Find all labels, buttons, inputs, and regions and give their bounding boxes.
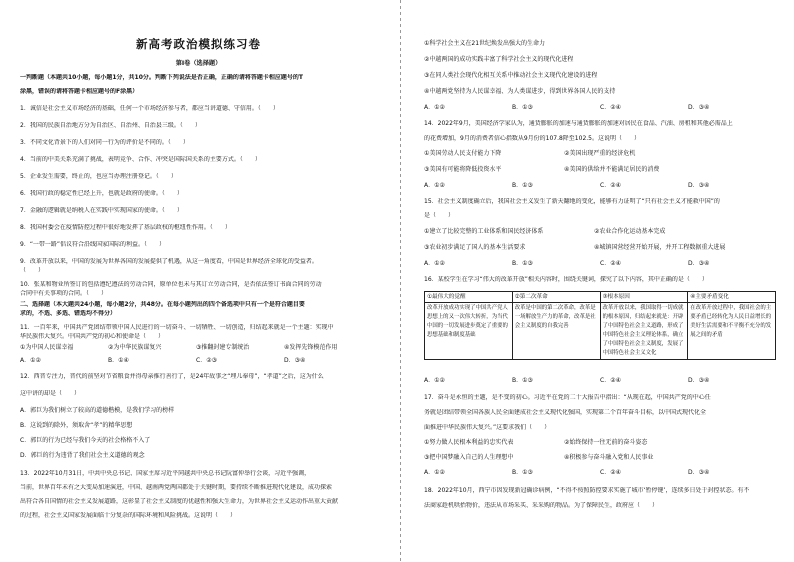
judge-item: 10．张某和物业所签订的包括遵纪遵法的劳动合同，原单位也未与其订立劳动合同，是否依法签订书面合同的劳动 — [20, 281, 322, 288]
option: ①美国劳动人民支付能力下降 — [424, 150, 502, 157]
question-13: 13．2022年10月31日，中共中央总书记、国家主席习近平同越共中央总书记阮富仲举行会谈，习近平强调， — [20, 470, 311, 477]
option: A．郭巨为我们树立了较高的道德楷模，是我们学习的榜样 — [20, 407, 175, 414]
question-15: 15．社会主义制度确立后，我国社会主义发生了新天翻地的变化，能够有力证明了“只有社会主义才能救中国”的 — [424, 198, 720, 205]
answer-choice: D．③④ — [688, 377, 710, 384]
answer-choice: A．①② — [424, 260, 445, 267]
answer-choice: A．①② — [424, 377, 445, 384]
answer-choice: A．①② — [424, 469, 445, 476]
answer-choice: C．②④ — [600, 469, 621, 476]
question-15-cont: 是（ ） — [424, 212, 455, 219]
answer-choice: C．②④ — [600, 260, 621, 267]
question-18-cont: 法商家趁机哄抬物价，违法从市场采买、采采购的物品。为了保障民生，政府应（ ） — [424, 502, 659, 509]
section1-instructions: 一判断题（本题共10小题，每小题1分，共10分。判断下列说法是否正确，正确的请将答题卡相应题号的T — [20, 74, 303, 81]
answer-choice: C．②④ — [600, 182, 621, 189]
answer-choice: B．①③ — [512, 260, 533, 267]
answer-choice: C．②③ — [196, 357, 217, 364]
option: ④积极参与奋斗融入党和人民事业 — [564, 454, 654, 461]
question-17-cont: 面推进中华民族伟大复兴。”这要求我们（ ） — [424, 424, 551, 431]
judge-item: 6．我国行政的稳定性已经上升，也就是政府的使命。（ ） — [20, 190, 183, 197]
answer-choice: A．①② — [424, 104, 445, 111]
option: ①为中国人民谋幸福 — [20, 344, 74, 351]
table-header-row — [425, 292, 776, 303]
question-17: 17．奋斗是永恒的主题，是不变的初心。习近平在党的二十大报告中指出：“从现在起，中国共产党的中心任 — [424, 394, 711, 401]
answer-choice: B．①③ — [512, 104, 533, 111]
option: ④发挥先锋模范作用 — [284, 344, 338, 351]
answer-choice: D．③④ — [688, 260, 710, 267]
answer-choice: B．①④ — [108, 357, 129, 364]
answer-choice: D．③④ — [688, 469, 710, 476]
question-14-cont: 的花费增加，9月的消费者信心指数从9月份的107.8降至102.5。这说明（ ） — [424, 135, 640, 142]
question-17-cont: 务就是团结带领全国各族人民全面建成社会主义现代化强国，实现第二个百年奋斗目标，以中国式现代化全 — [424, 409, 707, 416]
table-header-cell: ②第二次革命 — [512, 292, 600, 303]
option: ③农业初步满足了国人的基本生活要求 — [424, 244, 526, 251]
answer-choice: C．②④ — [600, 377, 621, 384]
answer-choice: D．③④ — [284, 357, 306, 364]
option: ②为中华民族谋复兴 — [108, 344, 162, 351]
table-header-cell: ①最伟大的觉醒 — [425, 292, 513, 303]
answer-choice: A．①② — [20, 357, 41, 364]
option: ③推翻封建专制统治 — [196, 344, 250, 351]
answer-choice: B．①③ — [512, 182, 533, 189]
option: ②中越两国的成功实践丰富了科学社会主义的现代化进程 — [424, 56, 574, 63]
judge-item: 9．“一带一路”倡议符合沿线国家国际的利益。（ ） — [20, 241, 166, 248]
right-column — [404, 0, 794, 562]
question-12: 12．西晋专注力，晋代的前坚对节省粮食并得母亲推行善行了，是24年故事之“埋儿奉母”，“孝道”之后，这为什么 — [20, 373, 324, 380]
judge-item: 3．不同文化背景下的人们对同一行为的评价是不同的。（ ） — [20, 139, 189, 146]
option: ③把中国梦融入自己的人生理想中 — [424, 454, 514, 461]
option: B．这说到的除外，须取舍“孝”的精华思想 — [20, 422, 133, 429]
table-row — [425, 303, 776, 360]
question-12-cont: 这中讲的却是（ ） — [20, 390, 81, 397]
answer-choice: D．③④ — [688, 104, 710, 111]
section2-instructions-cont: 求的，不选、多选、错选均不得分） — [20, 310, 117, 317]
option: ④中越两党坚持为人民谋幸福、为人类谋进步，得到世界各国人民的支持 — [424, 88, 616, 95]
answer-choice: D．③④ — [688, 182, 710, 189]
judge-item: 4．当前的中美关系充满了挑战，表明竞争、合作、冲突是国际国关系的主要方式。（ ） — [20, 156, 261, 163]
table-cell: 改革开放成功实现了中国共产党人思想上的又一次伟大转折，为当代中国的一切发展进步奠定了重要的思想基础和制度基础 — [425, 303, 513, 360]
table-header-cell: ③根本原因 — [600, 292, 688, 303]
section2-instructions: 二、选择题（本大题共24小题，每小题2分，共48分。在每小题列出的四个备选项中只有一个是符合题目要 — [20, 301, 305, 308]
question-16: 16．某校学生在学习“伟大的改革开放”相关内容时，围绕关键词，探究了以下内容，其中正确的是（ ） — [424, 276, 708, 283]
judge-item: 7．金融的逻辑就是纳税人在实践中实现国家的使命。（ ） — [20, 207, 183, 214]
option: D．郭巨的行为违背了我们社会主义道德的观念 — [20, 452, 145, 459]
judge-item: 9．改革开放以来，中国的发展为世界各国的发展提供了机遇，从这一角度看，中国是世界经济全球化的受益者。 — [20, 258, 318, 265]
section1-instructions-cont: 涂黑，错误的请将答题卡相应题号的F涂黑） — [20, 88, 139, 95]
column-divider — [400, 0, 401, 562]
judge-item: 8．我国村委会在疫情防控过程中很好地发挥了基层政权的枢纽性作用。（ ） — [20, 224, 231, 231]
option: ①建立了比较完整的工业体系和国民经济体系 — [424, 228, 544, 235]
option: ②始终保持一往无前的奋斗姿态 — [564, 439, 648, 446]
answer-choice: C．②④ — [600, 104, 621, 111]
judge-item: 2．我国的民族自治地方分为自治区、自治州、自治县三级。（ ） — [20, 122, 201, 129]
answer-choice: B．①③ — [512, 377, 533, 384]
question-14: 14．2022年9月，美国经济学家认为，通货膨胀的加速与通货膨胀的加速对居民在食品、汽油、房租和其他必需品上 — [424, 120, 733, 127]
judge-item: 1．诚信是社会主义市场经济的基础，任何一个市场经济参与者，都应当讲道德、守信用。（ ） — [20, 105, 279, 112]
judge-item-cont: 合同中有关事项的合同。（ ） — [20, 290, 108, 297]
question-13-cont: 的过程，社会主义国家发展面临十分复杂的国际环境和风险挑战。这说明（ ） — [20, 512, 237, 519]
table-header-cell: ④主要矛盾变化 — [688, 292, 776, 303]
option: C．郭巨的行为已经与我们今天的社会格格不入了 — [20, 437, 151, 444]
option: ②农业合作化运动基本完成 — [594, 228, 666, 235]
answer-choice: A．①② — [424, 182, 445, 189]
keyword-table — [424, 291, 776, 360]
option: ④美国的供给并不能满足居民的消费 — [564, 166, 660, 173]
table-cell: 在改革开放过程中，我国社会的主要矛盾已经转化为人民日益增长的美好生活需要和不平衡不充分的发展之间的矛盾 — [688, 303, 776, 360]
question-13-cont: 当前，世界百年未有之大变局加速演进，中国、越南两党两国都处于关键时期，要持续不断推进现代化建设，成功探索 — [20, 484, 333, 491]
option: ③美国有可能将降低投资水平 — [424, 166, 502, 173]
page-title: 新高考政治模拟练习卷 — [136, 37, 261, 51]
question-11: 11．一百年来，中国共产党团结带领中国人民进行的一切奋斗、一切牺牲、一切创造，归结起来就是一个主题：实现中 — [20, 324, 334, 331]
option: ①科学社会主义在21世纪焕发出强大的生命力 — [424, 40, 546, 47]
option: ④城镇国营经营开始开展，并开工程数据重大进展 — [594, 244, 726, 251]
option: ③在同人类社会现代化相互关系中推动社会主义现代化建设的进程 — [424, 72, 598, 79]
judge-item: 5．企业发生需要，终止的，也应当办理注册登记。（ ） — [20, 173, 177, 180]
answer-choice: B．①③ — [512, 469, 533, 476]
option: ②美国出现严重的经济危机 — [564, 150, 636, 157]
table-cell: 改革开放以来，我国取得一切成就的根本原因，归结起来就是：开辟了中国特色社会主义道路，形成了中国特色社会主义理论体系，确立了中国特色社会主义制度，发展了中国特色社会主义文化 — [600, 303, 688, 360]
page-subtitle: 第Ⅰ卷（选择题） — [175, 60, 222, 67]
question-13-cont: 出符合各自国情的社会主义发展道路，这彰显了社会主义制度的优越性和强大生命力，为世界社会主义运动作出重大贡献 — [20, 498, 339, 505]
judge-item-cont: （ ） — [20, 267, 45, 274]
table-cell: 改革是中国的第二次革命，改革是一场解放生产力的革命，改革是社会主义制度的自我完善 — [512, 303, 600, 360]
option: ①努力做人民根本利益的忠实代表 — [424, 439, 514, 446]
question-11-cont: 华民族伟大复兴。中国共产党的初心和使命是（ ） — [20, 333, 165, 340]
question-18: 18．2022年10月，西宁市因发现新冠确诊病例，“不得不按照防控要求实施了城市‘暂停键’，连续多日处于封控状态。有不 — [424, 487, 750, 494]
